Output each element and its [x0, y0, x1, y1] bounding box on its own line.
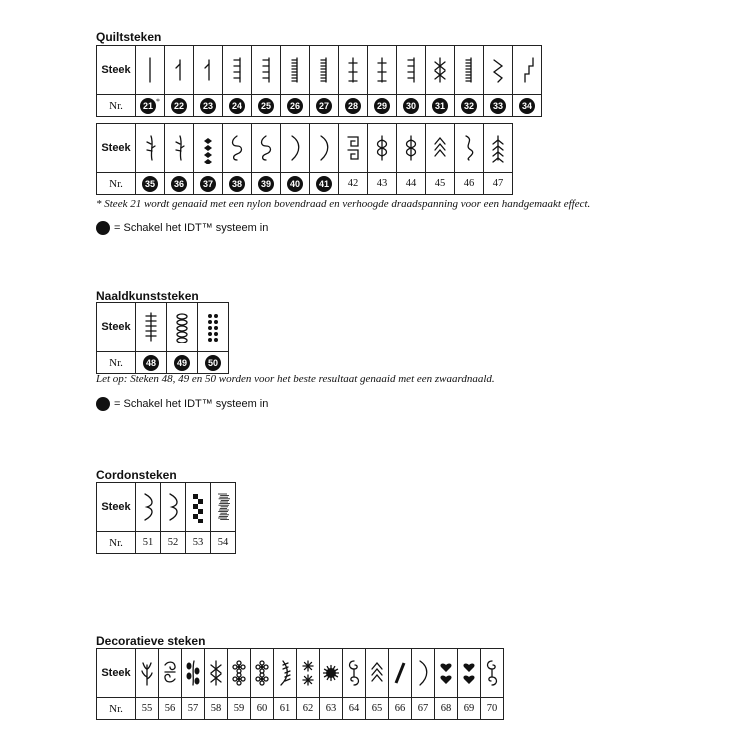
stitch-symbol-cell	[252, 46, 281, 95]
stitch-number-cell	[211, 532, 236, 554]
idt-legend-text: = Schakel het IDT™ systeem in	[114, 398, 269, 410]
section-title-decoratieve-steken: Decoratieve steken	[96, 634, 206, 648]
swirl-stitch-icon	[346, 657, 362, 689]
needle-idt-legend	[96, 397, 268, 411]
stitch-number-badge: 48	[143, 355, 159, 371]
stitch-symbol-cell	[397, 46, 426, 95]
stitch-number: 59	[233, 703, 245, 714]
stitch-number-badge: 41	[316, 176, 332, 192]
stitch-number: 58	[210, 703, 222, 714]
stitch-number-cell	[320, 698, 343, 720]
stitch-number: 67	[417, 703, 429, 714]
stitch-symbol-cell	[159, 649, 182, 698]
stitch-number-cell	[223, 95, 252, 117]
tulip-stitch-icon	[139, 657, 155, 689]
ladder-stitch-icon	[287, 54, 303, 86]
swirl-stitch-icon	[484, 657, 500, 689]
stitch-number-cell	[161, 532, 186, 554]
stitch-number: 44	[405, 178, 417, 189]
stitch-symbol-cell	[339, 124, 368, 173]
row-label-steek: Steek	[97, 649, 136, 698]
stitch-number-cell	[368, 173, 397, 195]
stitch-number: 43	[376, 178, 388, 189]
stitch-number: 69	[463, 703, 475, 714]
stitch-number-badge: 22	[171, 98, 187, 114]
stitch-number-badge: 31	[432, 98, 448, 114]
stitch-number: 64	[348, 703, 360, 714]
stitch-number-cell	[186, 532, 211, 554]
stitch-number: 51	[142, 537, 154, 548]
stitch-number-cell	[513, 95, 542, 117]
leaf-vine-stitch-icon	[185, 657, 201, 689]
stitch-symbol-cell	[435, 649, 458, 698]
stitch-symbol-cell	[167, 303, 198, 352]
stitch-symbol-cell	[297, 649, 320, 698]
stitch-number: 52	[167, 537, 179, 548]
stitch-table-cord	[96, 482, 236, 554]
stitch-number-cell	[339, 173, 368, 195]
stitch-number-cell	[484, 95, 513, 117]
stitch-number-cell	[228, 698, 251, 720]
stitch-symbol-cell	[252, 124, 281, 173]
stitch-number-cell	[426, 95, 455, 117]
stitch-number-cell	[194, 173, 223, 195]
stitch-number-cell	[194, 95, 223, 117]
cross-stitch-icon	[374, 54, 390, 86]
stitch-number-badge: 24	[229, 98, 245, 114]
stitch-number-cell	[426, 173, 455, 195]
flower-stitch-icon	[231, 657, 247, 689]
wave-stitch-icon	[461, 132, 477, 164]
stitch-symbol-cell	[481, 649, 504, 698]
blanket-stitch-icon	[258, 54, 274, 86]
leaf-stitch-icon	[374, 132, 390, 164]
stitch-symbol-cell	[194, 46, 223, 95]
stitch-table-decorative	[96, 648, 504, 720]
stitch-number-cell	[366, 698, 389, 720]
row-label-steek: Steek	[97, 46, 136, 95]
asterisk-mark: *	[156, 97, 160, 107]
feather-stitch-icon	[142, 132, 158, 164]
stitch-number-cell	[165, 173, 194, 195]
stitch-number-cell	[182, 698, 205, 720]
stitch-symbol-cell	[165, 46, 194, 95]
stitch-number-cell	[136, 532, 161, 554]
stitch-symbol-cell	[412, 649, 435, 698]
stitch-symbol-cell	[274, 649, 297, 698]
stitch-number-cell	[297, 698, 320, 720]
arrow-stitch-icon	[490, 132, 506, 164]
stitch-symbol-cell	[136, 124, 165, 173]
stitch-symbol-cell	[205, 649, 228, 698]
stitch-number: 62	[302, 703, 314, 714]
stitch-number: 66	[394, 703, 406, 714]
stitch-number-badge: 30	[403, 98, 419, 114]
stitch-table-needle	[96, 302, 229, 374]
stitch-number: 56	[164, 703, 176, 714]
stitch-number-cell	[397, 95, 426, 117]
stitch-symbol-cell	[513, 46, 542, 95]
stitch-symbol-cell	[136, 483, 161, 532]
cord-curve-icon	[165, 491, 181, 523]
stitch-number: 47	[492, 178, 504, 189]
section-title-cordonsteken: Cordonsteken	[96, 468, 177, 482]
stitch-symbol-cell	[281, 124, 310, 173]
stitch-symbol-cell	[455, 46, 484, 95]
stitch-symbol-cell	[320, 649, 343, 698]
scroll-stitch-icon	[162, 657, 178, 689]
stitch-number-cell	[251, 698, 274, 720]
stitch-number: 60	[256, 703, 268, 714]
stitch-symbol-cell	[161, 483, 186, 532]
stitch-number-cell	[484, 173, 513, 195]
heart-stitch-icon	[461, 657, 477, 689]
ladder-stitch-icon	[461, 54, 477, 86]
stitch-symbol-cell	[484, 46, 513, 95]
greek-key-stitch-icon	[345, 132, 361, 164]
stitch-symbol-cell	[211, 483, 236, 532]
stitch-symbol-cell	[339, 46, 368, 95]
stitch-number-cell	[198, 352, 229, 374]
flower-stitch-icon	[254, 657, 270, 689]
stitch-number: 63	[325, 703, 337, 714]
stitch-number-cell	[310, 173, 339, 195]
stitch-symbol-cell	[426, 46, 455, 95]
quilt-straight-stitch-icon	[171, 54, 187, 86]
stitch-symbol-cell	[368, 124, 397, 173]
star-stitch-icon	[432, 54, 448, 86]
stitch-number-cell	[435, 698, 458, 720]
stitch-number: 70	[486, 703, 498, 714]
stitch-symbol-cell	[136, 46, 165, 95]
snowflake-stitch-icon	[300, 657, 316, 689]
stitch-number-cell	[455, 95, 484, 117]
row-label-nr: Nr.	[97, 173, 136, 195]
stitch-number: 55	[141, 703, 153, 714]
curve-stitch-icon	[287, 132, 303, 164]
stitch-number-badge: 25	[258, 98, 274, 114]
stitch-number-cell	[310, 95, 339, 117]
stitch-number-badge: 38	[229, 176, 245, 192]
stitch-symbol-cell	[251, 649, 274, 698]
stitch-symbol-cell	[136, 649, 159, 698]
curve-stitch-icon	[316, 132, 332, 164]
stitch-symbol-cell	[182, 649, 205, 698]
stitch-number-cell	[281, 173, 310, 195]
hemstitch-oval-icon	[174, 311, 190, 343]
stitch-number-cell	[368, 95, 397, 117]
row-label-steek: Steek	[97, 303, 136, 352]
stitch-number-badge: 32	[461, 98, 477, 114]
star-stitch-icon	[208, 657, 224, 689]
loop-stitch-icon	[258, 132, 274, 164]
sun-stitch-icon	[323, 657, 339, 689]
cord-checker-icon	[190, 491, 206, 523]
diagonal-stitch-icon	[392, 657, 408, 689]
stitch-symbol-cell	[484, 124, 513, 173]
stitch-table-quilt-1	[96, 45, 542, 117]
stitch-symbol-cell	[165, 124, 194, 173]
zigzag-stitch-icon	[490, 54, 506, 86]
cord-curve-icon	[140, 491, 156, 523]
row-label-nr: Nr.	[97, 352, 136, 374]
stitch-number-cell	[274, 698, 297, 720]
stitch-symbol-cell	[458, 649, 481, 698]
chevron-stitch-icon	[369, 657, 385, 689]
stitch-number: 61	[279, 703, 291, 714]
stitch-number-cell	[136, 173, 165, 195]
stitch-symbol-cell	[186, 483, 211, 532]
stitch-number: 68	[440, 703, 452, 714]
ladder-stitch-icon	[316, 54, 332, 86]
stitch-symbol-cell	[389, 649, 412, 698]
stitch-number-cell	[481, 698, 504, 720]
stitch-number-badge: 33	[490, 98, 506, 114]
stitch-number-badge: 26	[287, 98, 303, 114]
section-title-naaldkunststeken: Naaldkunststeken	[96, 289, 199, 303]
stitch-number-cell	[165, 95, 194, 117]
blanket-stitch-icon	[229, 54, 245, 86]
feather-stitch-icon	[171, 132, 187, 164]
hemstitch-diamond-icon	[205, 311, 221, 343]
stitch-symbol-cell	[310, 46, 339, 95]
stitch-number-badge: 36	[171, 176, 187, 192]
stitch-number: 45	[434, 178, 446, 189]
needle-footnote: Let op: Steken 48, 49 en 50 worden voor het beste resultaat genaaid met een zwaardnaald.	[96, 373, 495, 385]
stitch-number-cell	[136, 352, 167, 374]
stitch-number-badge: 21	[140, 98, 156, 114]
stitch-number: 42	[347, 178, 359, 189]
stitch-number-cell	[159, 698, 182, 720]
idt-badge-icon	[96, 397, 110, 411]
stitch-symbol-cell	[223, 46, 252, 95]
stitch-number-cell	[458, 698, 481, 720]
stitch-number-badge: 37	[200, 176, 216, 192]
stitch-table-quilt-2	[96, 123, 513, 195]
stitch-number-badge: 29	[374, 98, 390, 114]
stitch-symbol-cell	[343, 649, 366, 698]
stitch-symbol-cell	[366, 649, 389, 698]
stitch-number-badge: 28	[345, 98, 361, 114]
stitch-symbol-cell	[228, 649, 251, 698]
stitch-number-badge: 27	[316, 98, 332, 114]
blanket-stitch-icon	[403, 54, 419, 86]
row-label-nr: Nr.	[97, 532, 136, 554]
stitch-number-cell	[343, 698, 366, 720]
stitch-symbol-cell	[310, 124, 339, 173]
loop-stitch-icon	[229, 132, 245, 164]
stitch-number-badge: 50	[205, 355, 221, 371]
section-title-quiltsteken: Quiltsteken	[96, 30, 162, 44]
stitch-number-cell	[167, 352, 198, 374]
stitch-symbol-cell	[194, 124, 223, 173]
stitch-number-cell	[136, 95, 165, 117]
stitch-number-badge: 39	[258, 176, 274, 192]
stitch-symbol-cell	[455, 124, 484, 173]
diamond-stitch-icon	[200, 132, 216, 164]
stitch-number-cell	[281, 95, 310, 117]
stitch-number-cell	[136, 698, 159, 720]
stitch-symbol-cell	[397, 124, 426, 173]
idt-badge-icon	[96, 221, 110, 235]
stitch-number-cell	[397, 173, 426, 195]
stitch-number: 53	[192, 537, 204, 548]
stitch-number-cell	[339, 95, 368, 117]
step-stitch-icon	[519, 54, 535, 86]
chevron-stitch-icon	[432, 132, 448, 164]
wreath-stitch-icon	[277, 657, 293, 689]
stitch-symbol-cell	[281, 46, 310, 95]
stitch-number-cell	[223, 173, 252, 195]
quilt-footnote: * Steek 21 wordt genaaid met een nylon bovendraad en verhoogde draadspanning voor een handgemaakt effect.	[96, 198, 591, 210]
cord-satin-icon	[215, 491, 231, 523]
quilt-idt-legend	[96, 221, 268, 235]
stitch-number-badge: 49	[174, 355, 190, 371]
stitch-number: 57	[187, 703, 199, 714]
stitch-number: 46	[463, 178, 475, 189]
stitch-symbol-cell	[136, 303, 167, 352]
stitch-number-cell	[252, 95, 281, 117]
leaf-stitch-icon	[403, 132, 419, 164]
stitch-symbol-cell	[223, 124, 252, 173]
straight-stitch-icon	[142, 54, 158, 86]
quilt-straight-stitch-icon	[200, 54, 216, 86]
stitch-number-badge: 35	[142, 176, 158, 192]
heart-stitch-icon	[438, 657, 454, 689]
cross-stitch-icon	[345, 54, 361, 86]
row-label-steek: Steek	[97, 124, 136, 173]
stitch-number-badge: 40	[287, 176, 303, 192]
curve-stitch-icon	[415, 657, 431, 689]
hemstitch-icon	[143, 311, 159, 343]
stitch-number-cell	[389, 698, 412, 720]
stitch-number-badge: 23	[200, 98, 216, 114]
stitch-symbol-cell	[198, 303, 229, 352]
stitch-number: 54	[217, 537, 229, 548]
stitch-number-cell	[412, 698, 435, 720]
stitch-number-cell	[205, 698, 228, 720]
stitch-symbol-cell	[368, 46, 397, 95]
stitch-number: 65	[371, 703, 383, 714]
row-label-nr: Nr.	[97, 698, 136, 720]
stitch-number-cell	[252, 173, 281, 195]
row-label-steek: Steek	[97, 483, 136, 532]
stitch-number-badge: 34	[519, 98, 535, 114]
idt-legend-text: = Schakel het IDT™ systeem in	[114, 222, 269, 234]
stitch-symbol-cell	[426, 124, 455, 173]
stitch-number-cell	[455, 173, 484, 195]
row-label-nr: Nr.	[97, 95, 136, 117]
